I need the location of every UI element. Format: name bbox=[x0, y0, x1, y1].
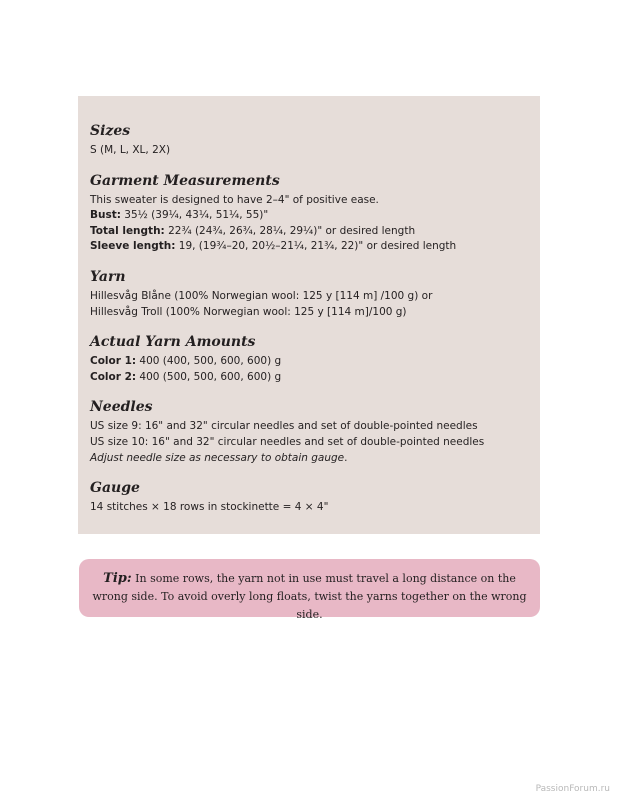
needles-section bbox=[90, 398, 528, 466]
color-2-value: 400 (500, 500, 600, 600) g bbox=[136, 370, 282, 383]
needles-note: Adjust needle size as necessary to obtain gauge bbox=[90, 451, 345, 464]
needles-line-2: US size 10: 16" and 32" circular needles and set of double-pointed needles bbox=[90, 435, 485, 448]
watermark: PassionForum.ru bbox=[535, 784, 610, 794]
total-length-value: 22¾ (24¾, 26¾, 28¼, 29¼)" or desired length bbox=[164, 224, 416, 237]
sleeve-length-line bbox=[90, 239, 528, 255]
needles-line-1: US size 9: 16" and 32" circular needles and set of double-pointed needles bbox=[90, 420, 478, 433]
gauge-section bbox=[90, 479, 528, 516]
bust-label: Bust: bbox=[90, 209, 121, 222]
yarn-line-1: Hillesvåg Blåne (100% Norwegian wool: 125 y [114 m] /100 g) or bbox=[90, 289, 433, 302]
yarn-amounts-heading: Actual Yarn Amounts bbox=[90, 334, 256, 351]
color-1-value: 400 (400, 500, 600, 600) g bbox=[136, 355, 282, 368]
color-2-label: Color 2: bbox=[90, 370, 137, 383]
bust-line bbox=[90, 208, 528, 224]
total-length-label: Total length: bbox=[90, 224, 165, 237]
needles-note-period: . bbox=[344, 451, 348, 464]
sleeve-length-label: Sleeve length: bbox=[90, 240, 176, 253]
color-2-line bbox=[90, 370, 528, 386]
garment-measurements-heading: Garment Measurements bbox=[90, 172, 280, 189]
ease-text: This sweater is designed to have 2–4" of positive ease. bbox=[90, 193, 379, 206]
tip-box bbox=[79, 559, 540, 621]
yarn-section bbox=[90, 268, 528, 320]
sizes-section bbox=[90, 122, 528, 159]
yarn-line-2: Hillesvåg Troll (100% Norwegian wool: 125 y [114 m]/100 g) bbox=[90, 305, 407, 318]
total-length-line bbox=[90, 224, 528, 240]
needles-heading: Needles bbox=[90, 399, 153, 416]
garment-measurements-section bbox=[90, 172, 528, 255]
tip-text: In some rows, the yarn not in use must travel a long distance on the wrong side. To avoid overly long floats, twist the yarns together on the wrong side. bbox=[92, 572, 527, 621]
sleeve-length-value: 19, (19¾–20, 20½–21¼, 21¾, 22)" or desired length bbox=[175, 240, 457, 253]
yarn-amounts-section bbox=[90, 333, 528, 385]
pattern-info-box bbox=[78, 96, 540, 534]
yarn-heading: Yarn bbox=[90, 268, 126, 285]
color-1-line bbox=[90, 354, 528, 370]
gauge-heading: Gauge bbox=[90, 480, 140, 497]
tip-label: Tip: bbox=[103, 571, 132, 586]
bust-value: 35½ (39¼, 43¼, 51¼, 55)" bbox=[120, 209, 269, 222]
color-1-label: Color 1: bbox=[90, 355, 137, 368]
sizes-text: S (M, L, XL, 2X) bbox=[90, 144, 171, 156]
sizes-heading: Sizes bbox=[90, 123, 131, 139]
gauge-text: 14 stitches × 18 rows in stockinette = 4 × 4" bbox=[90, 501, 329, 514]
needles-note-line bbox=[90, 451, 528, 467]
